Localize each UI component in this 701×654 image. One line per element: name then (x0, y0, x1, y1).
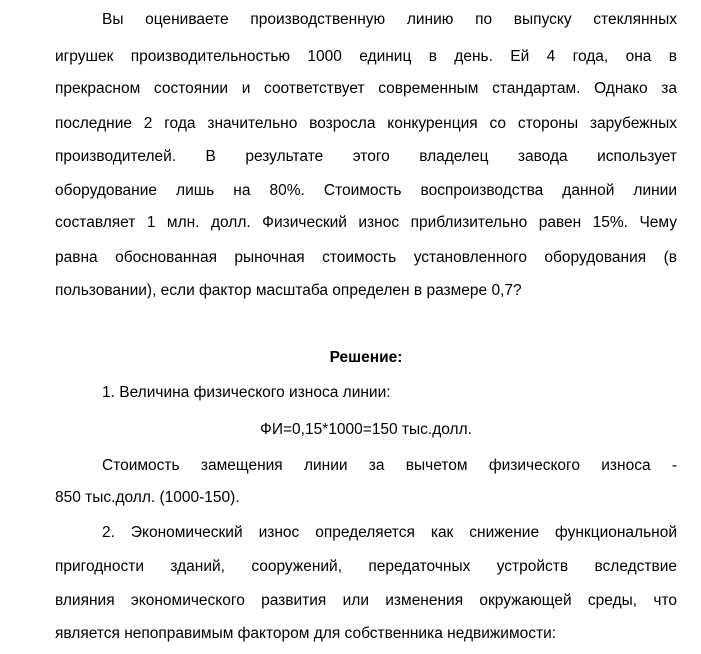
step1-title: 1. Величина физического износа линии: (102, 384, 391, 401)
problem-line-7: составляет 1 млн. долл. Физический износ приблизительно равен 15%. Чему (55, 214, 677, 231)
problem-line-6: оборудование лишь на 80%. Стоимость воспроизводства данной линии (55, 182, 677, 199)
problem-line-5: производителей. В результате этого владелец завода использует (55, 148, 677, 165)
step1-text-line-1: Стоимость замещения линии за вычетом физического износа - (102, 457, 677, 474)
step1-text-line-2: 850 тыс.долл. (1000-150). (55, 489, 240, 506)
problem-line-2: игрушек производительностью 1000 единиц в день. Ей 4 года, она в (55, 48, 677, 65)
problem-line-9: пользовании), если фактор масштаба определен в размере 0,7? (55, 282, 522, 299)
step2-line-3: влияния экономического развития или изменения окружающей среды, что (55, 592, 677, 609)
step2-line-2: пригодности зданий, сооружений, передаточных устройств вследствие (55, 558, 677, 575)
problem-line-8: равна обоснованная рыночная стоимость установленного оборудования (в (55, 249, 677, 266)
problem-line-4: последние 2 года значительно возросла конкуренция со стороны зарубежных (55, 115, 677, 132)
step2-line-4: является непоправимым фактором для собственника недвижимости: (55, 625, 557, 642)
step1-formula: ФИ=0,15*1000=150 тыс.долл. (260, 421, 472, 438)
problem-line-3: прекрасном состоянии и соответствует современным стандартам. Однако за (55, 80, 677, 97)
solution-heading: Решение: (329, 349, 403, 366)
problem-line-1: Вы оцениваете производственную линию по выпуску стеклянных (102, 11, 677, 28)
step2-line-1: 2. Экономический износ определяется как снижение функциональной (102, 524, 677, 541)
